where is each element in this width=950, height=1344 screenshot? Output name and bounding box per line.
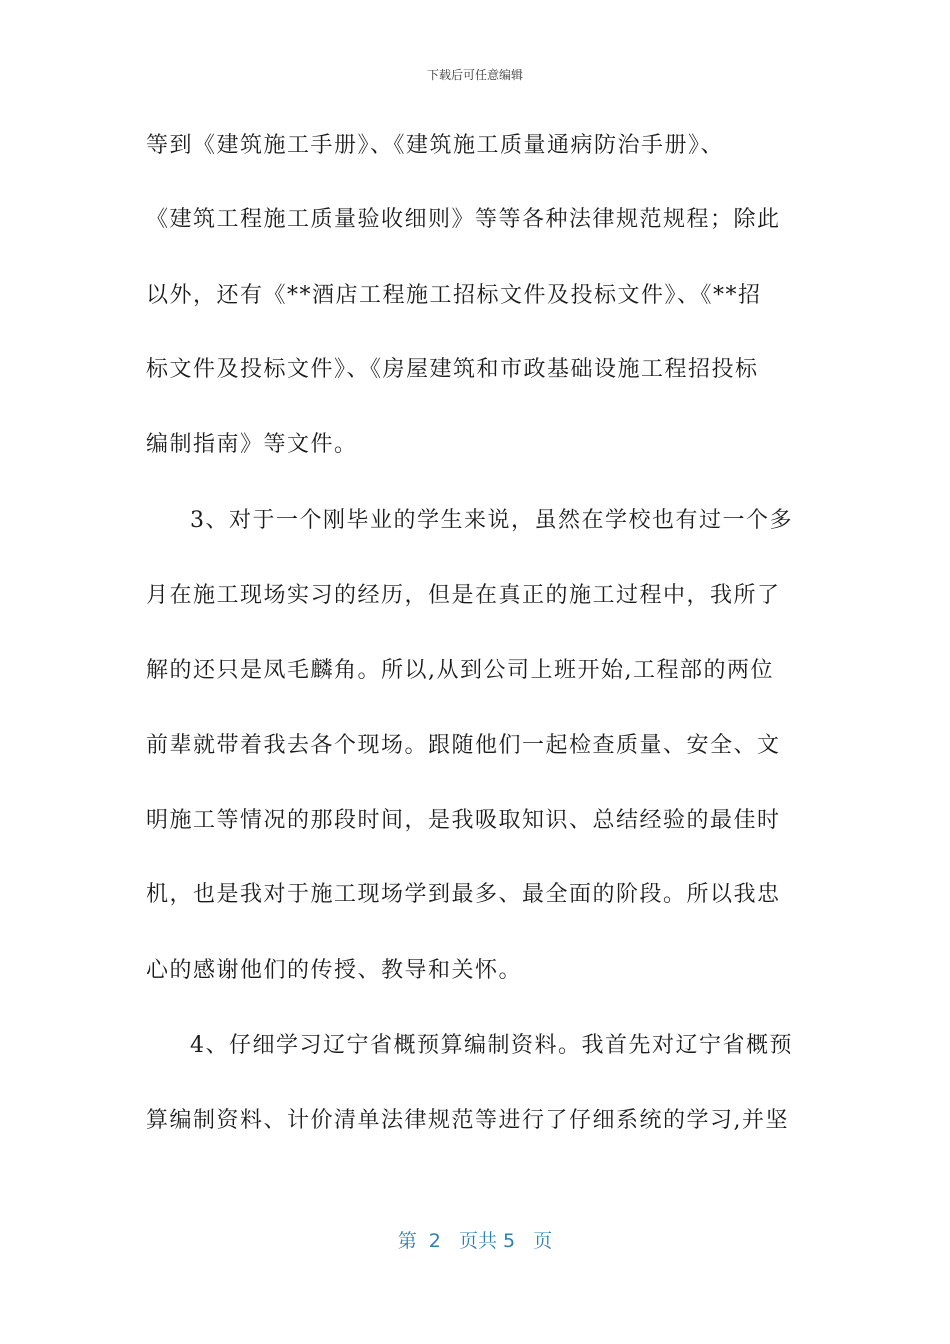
body-line: 前辈就带着我去各个现场。跟随他们一起检查质量、安全、文: [146, 733, 781, 758]
paragraph-4-start: 4、仔细学习辽宁省概预算编制资料。我首先对辽宁省概预: [190, 1033, 793, 1058]
page-number-footer: 第 2 页共 5 页: [397, 1230, 553, 1252]
body-line: 《建筑工程施工质量验收细则》等等各种法律规范规程；除此: [146, 207, 781, 232]
body-line: 标文件及投标文件》、《房屋建筑和市政基础设施工程招投标: [146, 357, 759, 382]
body-line: 明施工等情况的那段时间，是我吸取知识、总结经验的最佳时: [146, 808, 781, 833]
body-line: 心的感谢他们的传授、教导和关怀。: [146, 958, 523, 983]
body-line: 编制指南》等文件。: [146, 432, 358, 457]
page-header-note: 下载后可任意编辑: [426, 68, 523, 82]
paragraph-3-start: 3、对于一个刚毕业的学生来说，虽然在学校也有过一个多: [190, 508, 793, 533]
body-line: 解的还只是凤毛麟角。所以,从到公司上班开始,工程部的两位: [146, 658, 774, 683]
body-line: 月在施工现场实习的经历，但是在真正的施工过程中，我所了: [146, 583, 781, 608]
body-line: 以外，还有《**酒店工程施工招标文件及投标文件》、《**招: [146, 283, 762, 308]
body-line: 等到《建筑施工手册》、《建筑施工质量通病防治手册》、: [146, 133, 725, 158]
body-line: 算编制资料、计价清单法律规范等进行了仔细系统的学习,并坚: [146, 1108, 789, 1133]
body-line: 机，也是我对于施工现场学到最多、最全面的阶段。所以我忠: [146, 882, 781, 907]
